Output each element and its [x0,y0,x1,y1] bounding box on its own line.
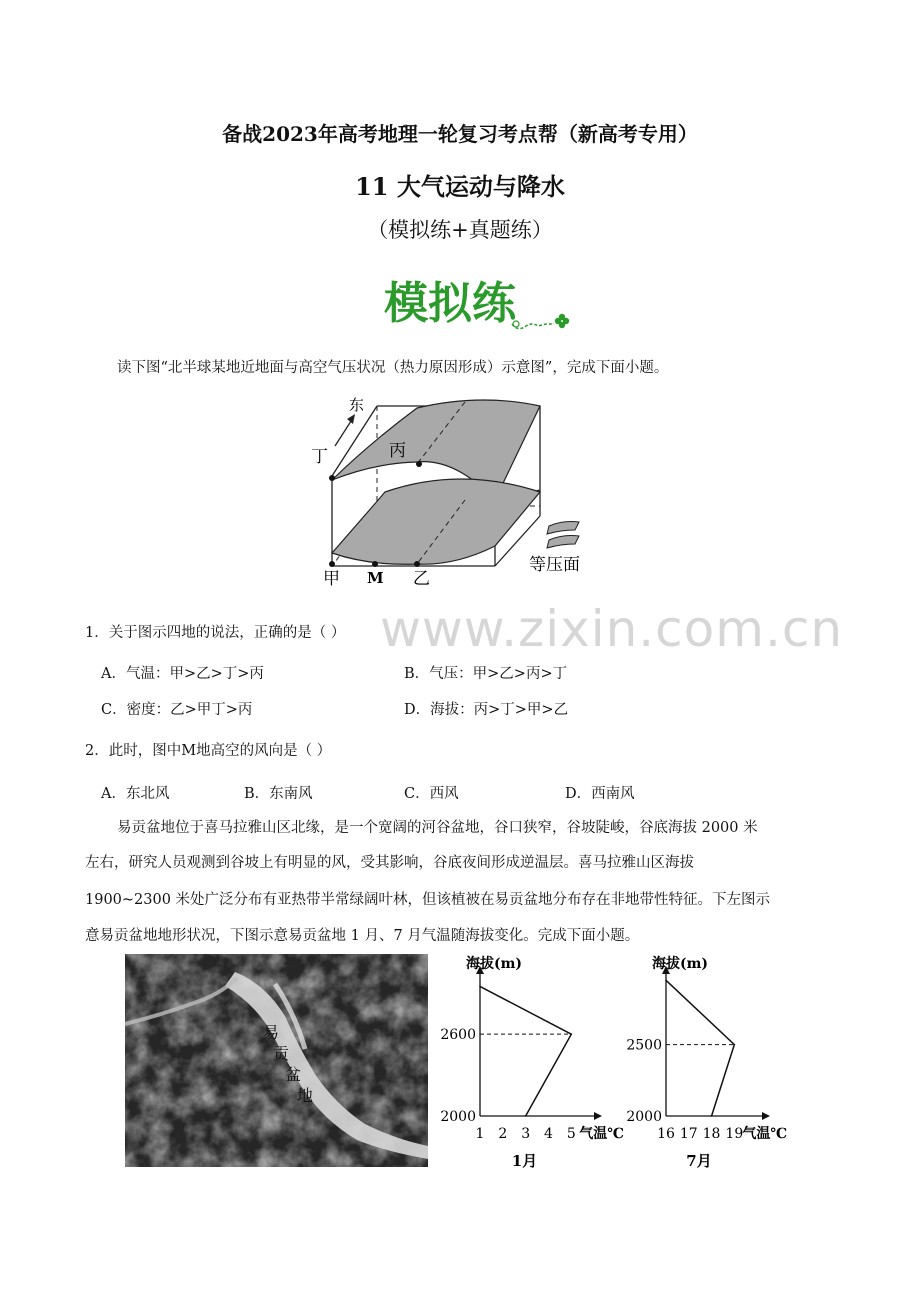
x-axis-arrow-icon [594,1112,602,1120]
y-tick-label: 2500 [626,1037,662,1054]
point-m [372,561,378,567]
y-tick-label: 2000 [440,1109,476,1125]
chart-january [436,950,626,1175]
x-tick-label: 2 [498,1126,508,1142]
label-m: M [367,569,384,587]
point-jia [329,561,335,567]
data-point [734,1044,736,1046]
map-label-char: 易 [263,1023,280,1042]
data-point [665,979,667,981]
data-point [479,986,481,988]
q1-option-a[interactable]: A．气温：甲>乙>丁>丙 [101,666,264,682]
intro-paragraph-2-line3: 1900~2300 米处广泛分布有亚热带半常绿阔叶林，但该植被在易贡盆地分布存在非地带性特征。下左图示 [85,892,771,908]
y-axis-label: 海拔(m) [652,956,709,972]
x-tick-label: 3 [521,1126,531,1142]
point-ding [329,475,335,481]
q1-option-d[interactable]: D．海拔：丙>丁>甲>乙 [404,702,569,718]
x-tick-label: 1 [475,1126,485,1142]
x-tick-label: 17 [679,1126,698,1142]
data-point [711,1115,713,1117]
label-jia: 甲 [323,569,340,588]
chapter-subtitle: （模拟练+真题练） [367,218,553,242]
q1-option-c[interactable]: C．密度：乙>甲丁>丙 [101,702,253,718]
legend-label: 等压面 [529,555,580,575]
chapter-title: 11 大气运动与降水 [355,172,565,201]
q2-option-b[interactable]: B．东南风 [244,786,313,802]
y-axis-label: 海拔(m) [466,956,523,972]
point-bing [416,461,422,467]
map-label-char: 盆 [285,1065,302,1084]
terrain-map [125,954,428,1167]
label-yi: 乙 [413,569,430,588]
q2-option-d[interactable]: D．西南风 [565,786,635,802]
watermark: www.zixin.com.cn [380,600,844,658]
q2-stem: 2．此时，图中M地高空的风向是（ ） [85,743,332,759]
clover-icon [555,314,569,328]
intro-paragraph-2-line2: 左右，研究人员观测到谷坡上有明显的风，受其影响，谷底夜间形成逆温层。喜马拉雅山区海拔 [85,855,694,871]
chart-title: 1月 [511,1152,538,1170]
temperature-line [480,986,571,1116]
chart-july [624,950,804,1175]
x-tick-label: 18 [702,1126,721,1142]
x-tick-label: 19 [725,1126,744,1142]
doc-title: 备战2023年高考地理一轮复习考点帮（新高考专用） [222,122,698,146]
arrow-icon [347,414,355,424]
intro-paragraph-2-line1: 易贡盆地位于喜马拉雅山区北缘，是一个宽阔的河谷盆地，谷口狭窄，谷坡陡峻，谷底海拔 2000 米 [117,820,758,836]
isobar-diagram [305,388,605,588]
data-point [525,1115,527,1117]
x-tick-label: 4 [544,1126,553,1142]
map-label-char: 贡 [273,1044,290,1063]
y-tick-label: 2600 [440,1027,476,1044]
y-tick-label: 2000 [626,1109,662,1125]
x-tick-label: 5 [566,1126,576,1142]
point-yi [414,561,420,567]
chart-title: 7月 [686,1152,712,1170]
x-tick-label: 16 [657,1126,675,1142]
section-badge [384,274,574,338]
label-bing: 丙 [389,441,406,461]
intro-paragraph-2-line4: 意易贡盆地地形状况，下图示意易贡盆地 1 月、7 月气温随海拔变化。完成下面小题。 [85,928,640,944]
q2-option-c[interactable]: C．西风 [404,786,459,802]
map-label-char: 地 [297,1086,314,1105]
x-axis-label: 气温℃ [579,1126,625,1142]
q1-option-b[interactable]: B．气压：甲>乙>丙>丁 [404,666,568,682]
label-east: 东 [349,396,365,414]
intro-paragraph-1: 读下图“北半球某地近地面与高空气压状况（热力原因形成）示意图”，完成下面小题。 [117,360,669,376]
section-badge-text: 模拟练 [384,278,516,329]
data-point [571,1033,573,1035]
x-axis-label: 气温℃ [742,1126,788,1142]
x-axis-arrow-icon [762,1112,770,1120]
temperature-line [666,980,734,1116]
label-ding: 丁 [311,447,328,467]
q2-option-a[interactable]: A．东北风 [101,786,170,802]
q1-stem: 1．关于图示四地的说法，正确的是（ ） [85,625,346,641]
